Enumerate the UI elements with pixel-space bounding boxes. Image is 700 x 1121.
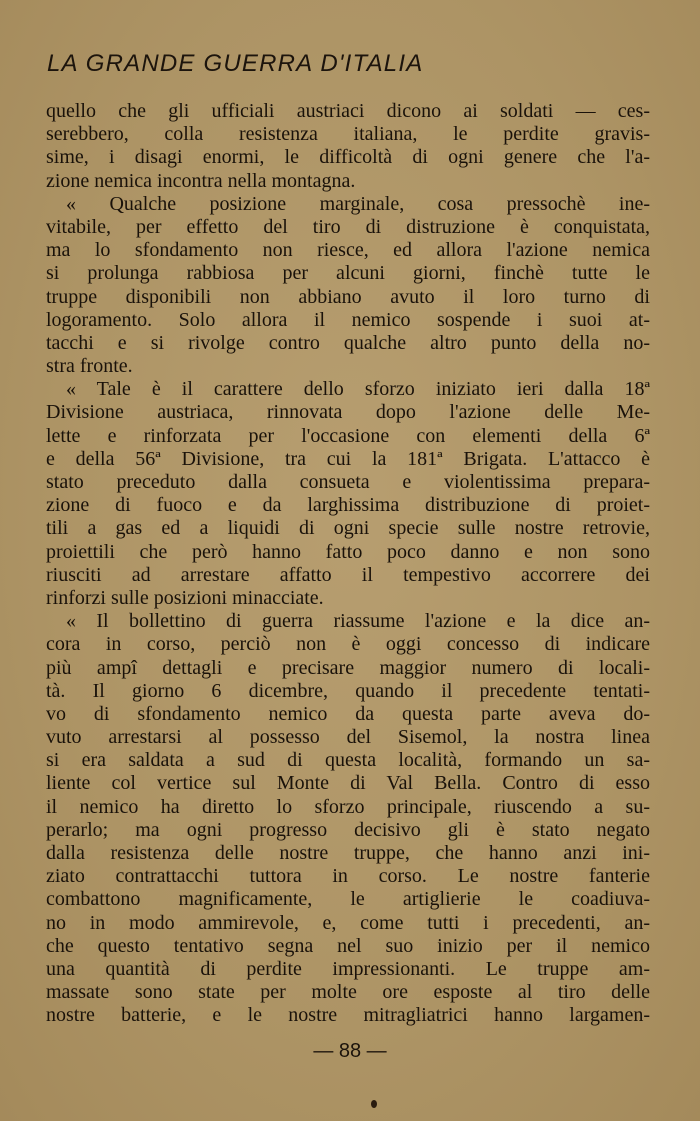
text-line: il nemico ha diretto lo sforzo principale, riuscendo a su- — [46, 795, 650, 818]
text-line: sime, i disagi enormi, le difficoltà di ogni genere che l'a- — [46, 146, 650, 169]
running-head: LA GRANDE GUERRA D'ITALIA — [47, 50, 424, 77]
text-line: si prolunga rabbiosa per alcuni giorni, finchè tutte le — [46, 262, 650, 285]
text-line: nostre batterie, e le nostre mitragliatrici hanno largamen- — [46, 1004, 650, 1027]
text-line: lette e rinforzata per l'occasione con elementi della 6ª — [46, 424, 650, 447]
text-line: cora in corso, perciò non è oggi concesso di indicare — [46, 633, 650, 656]
text-line: ziato contrattacchi tuttora in corso. Le nostre fanterie — [46, 865, 650, 888]
text-line: « Tale è il carattere dello sforzo iniziato ieri dalla 18ª — [66, 378, 650, 401]
text-line: vitabile, per effetto del tiro di distruzione è conquistata, — [46, 215, 650, 238]
text-line: zione di fuoco e da larghissima distribuzione di proiet- — [46, 494, 650, 517]
text-line: si era saldata a sud di questa località, formando un sa- — [46, 749, 650, 772]
text-line: liente col vertice sul Monte di Val Bella. Contro di esso — [46, 772, 650, 795]
text-line: « Il bollettino di guerra riassume l'azione e la dice an- — [66, 610, 650, 633]
text-line: riusciti ad arrestare affatto il tempestivo accorrere dei — [46, 563, 650, 586]
text-line: « Qualche posizione marginale, cosa pressochè ine- — [66, 192, 650, 215]
ink-dot — [371, 1100, 377, 1108]
text-line: serebbero, colla resistenza italiana, le perdite gravis- — [46, 123, 650, 146]
text-line: una quantità di perdite impressionanti. Le truppe am- — [46, 957, 650, 980]
text-line: dalla resistenza delle nostre truppe, che hanno anzi ini- — [46, 842, 650, 864]
text-line: vuto arrestarsi al possesso del Sisemol, la nostra linea — [46, 726, 650, 749]
text-line: truppe disponibili non abbiano avuto il loro turno di — [46, 285, 650, 308]
text-line: proiettili che però hanno fatto poco danno e non sono — [46, 540, 650, 563]
text-line: vo di sfondamento nemico da questa parte aveva do- — [46, 702, 650, 725]
text-line: massate sono state per molte ore esposte al tiro delle — [46, 981, 650, 1004]
text-line: stra fronte. — [46, 355, 133, 378]
text-line: combattono magnificamente, le artiglierie le coadiuva- — [46, 888, 650, 911]
text-line: rinforzi sulle posizioni minacciate. — [46, 586, 324, 609]
text-line: perarlo; ma ogni progresso decisivo gli è stato negato — [46, 818, 650, 841]
body-text — [46, 100, 650, 1028]
text-line: ma lo sfondamento non riesce, ed allora l'azione nemica — [46, 239, 650, 262]
text-line: no in modo ammirevole, e, come tutti i precedenti, an- — [46, 911, 650, 934]
text-line: zione nemica incontra nella montagna. — [46, 169, 356, 192]
text-line: più ampî dettagli e precisare maggior numero di locali- — [46, 656, 650, 679]
text-line: stato preceduto dalla consueta e violentissima prepara- — [46, 471, 650, 493]
text-line: che questo tentativo segna nel suo inizio per il nemico — [46, 934, 650, 957]
text-line: e della 56ª Divisione, tra cui la 181ª Brigata. L'attacco è — [46, 447, 650, 470]
text-line: Divisione austriaca, rinnovata dopo l'azione delle Me- — [46, 401, 650, 424]
text-line: quello che gli ufficiali austriaci dicono ai soldati — ces- — [46, 100, 650, 122]
text-line: tacchi e si rivolge contro qualche altro punto della no- — [46, 331, 650, 354]
text-line: tili a gas ed a liquidi di ogni specie sulle nostre retrovie, — [46, 517, 650, 540]
text-line: tà. Il giorno 6 dicembre, quando il precedente tentati- — [46, 679, 650, 702]
text-line: logoramento. Solo allora il nemico sospende i suoi at- — [46, 308, 650, 331]
page-number: — 88 — — [313, 1040, 387, 1062]
